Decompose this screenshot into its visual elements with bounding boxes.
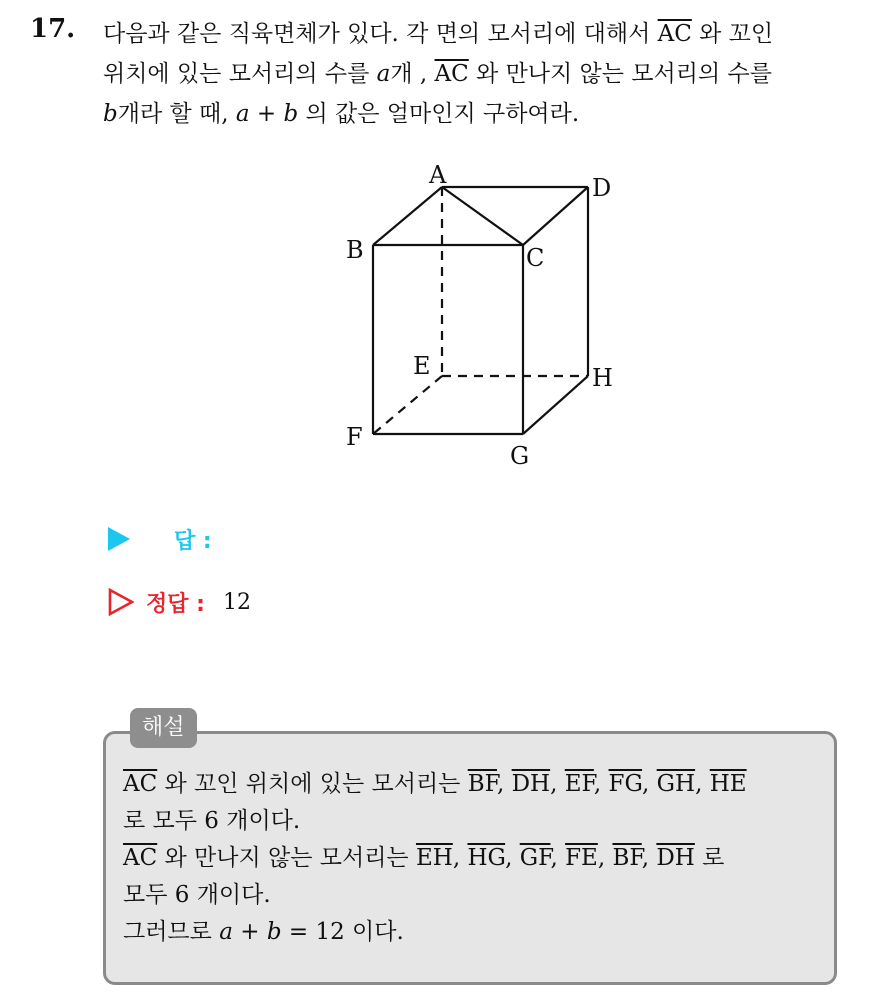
segment-ac: $\overline{AC}$	[123, 771, 158, 797]
question-text	[103, 14, 863, 134]
variable-a: a	[219, 919, 233, 945]
edge-gh	[523, 376, 588, 434]
edge-ab	[373, 187, 442, 245]
segment-ac: $\overline{AC}$	[123, 845, 158, 871]
vertex-label-h: H	[592, 364, 613, 392]
nonmeet-edge: $\overline{EH}$	[415, 845, 453, 871]
explanation-text	[123, 766, 833, 951]
edge-dc	[523, 187, 588, 245]
variable-b: b	[103, 101, 118, 127]
nonmeet-edge: $\overline{DH}$	[656, 845, 695, 871]
vertex-label-b: B	[346, 236, 364, 264]
diagonal-ac	[442, 187, 523, 245]
play-arrow-icon	[108, 527, 130, 551]
plus-sign: +	[249, 101, 284, 127]
explanation-tab: 해설	[130, 708, 197, 748]
separator: ,	[593, 771, 609, 797]
nonmeet-edge: $\overline{GF}$	[519, 845, 551, 871]
variable-a: a	[235, 101, 250, 127]
skew-edge: $\overline{HE}$	[709, 771, 747, 797]
question-number: 17.	[30, 14, 76, 44]
explanation-line-4: 모두 6 개이다.	[123, 882, 271, 908]
answer-label: 답 :	[174, 528, 212, 554]
question-line-2	[103, 54, 863, 94]
answer-row	[108, 522, 212, 556]
question-line-1	[103, 14, 863, 54]
question-line-3	[103, 94, 863, 134]
question-text-part: 의 값은 얼마인지 구하여라.	[298, 101, 580, 127]
explanation-text-part: 로	[694, 845, 725, 871]
explanation-text-part: 와 꼬인 위치에 있는 모서리는	[157, 771, 468, 797]
nonmeet-edge: $\overline{HG}$	[467, 845, 506, 871]
vertex-label-d: D	[592, 174, 612, 202]
explanation-line-3	[123, 840, 833, 877]
explanation-text-part: 그러므로	[123, 919, 220, 945]
separator: ,	[550, 771, 565, 797]
variable-b: b	[266, 919, 282, 945]
question-text-part: 개라 할 때,	[117, 101, 236, 127]
question-text-part: 위치에 있는 모서리의 수를	[103, 61, 377, 87]
skew-edge: $\overline{GH}$	[656, 771, 696, 797]
vertex-label-a: A	[429, 161, 447, 189]
vertex-label-e: E	[413, 352, 431, 380]
skew-edge: $\overline{DH}$	[511, 771, 551, 797]
vertex-label-g: G	[510, 442, 530, 470]
correct-answer-label: 정답 :	[146, 591, 205, 617]
explanation-line-5	[123, 914, 833, 951]
question-text-part: 와 꼬인	[691, 21, 774, 47]
separator: ,	[641, 845, 657, 871]
skew-edge: $\overline{FG}$	[608, 771, 643, 797]
segment-ac: $\overline{AC}$	[657, 21, 692, 47]
nonmeet-edge: $\overline{FE}$	[565, 845, 598, 871]
question-text-part: 개 ,	[390, 61, 435, 87]
cuboid-diagram	[330, 150, 650, 480]
vertex-label-c: C	[526, 244, 545, 272]
separator: ,	[695, 771, 710, 797]
correct-answer-row	[108, 585, 251, 619]
nonmeet-edge: $\overline{BF}$	[612, 845, 642, 871]
explanation-line-1	[123, 766, 833, 803]
explanation-line-2: 로 모두 6 개이다.	[123, 808, 301, 834]
variable-a: a	[376, 61, 391, 87]
variable-b: b	[283, 101, 299, 127]
segment-ac: $\overline{AC}$	[434, 61, 469, 87]
edge-ef-hidden	[373, 376, 442, 434]
separator: ,	[597, 845, 613, 871]
separator: ,	[496, 771, 512, 797]
question-text-part: 다음과 같은 직육면체가 있다. 각 면의 모서리에 대해서	[103, 21, 658, 47]
vertex-label-f: F	[346, 423, 363, 451]
plus-sign: +	[232, 919, 267, 945]
correct-answer-value: 12	[222, 589, 251, 615]
separator: ,	[642, 771, 657, 797]
explanation-text-part: 와 만나지 않는 모서리는	[157, 845, 416, 871]
separator: ,	[550, 845, 566, 871]
explanation-text-part: = 12 이다.	[281, 919, 404, 945]
outline-arrow-icon	[108, 588, 134, 616]
separator: ,	[505, 845, 520, 871]
skew-edge: $\overline{EF}$	[564, 771, 594, 797]
question-text-part: 와 만나지 않는 모서리의 수를	[468, 61, 772, 87]
skew-edge: $\overline{BF}$	[467, 771, 497, 797]
cuboid-figure	[330, 150, 650, 484]
separator: ,	[452, 845, 468, 871]
